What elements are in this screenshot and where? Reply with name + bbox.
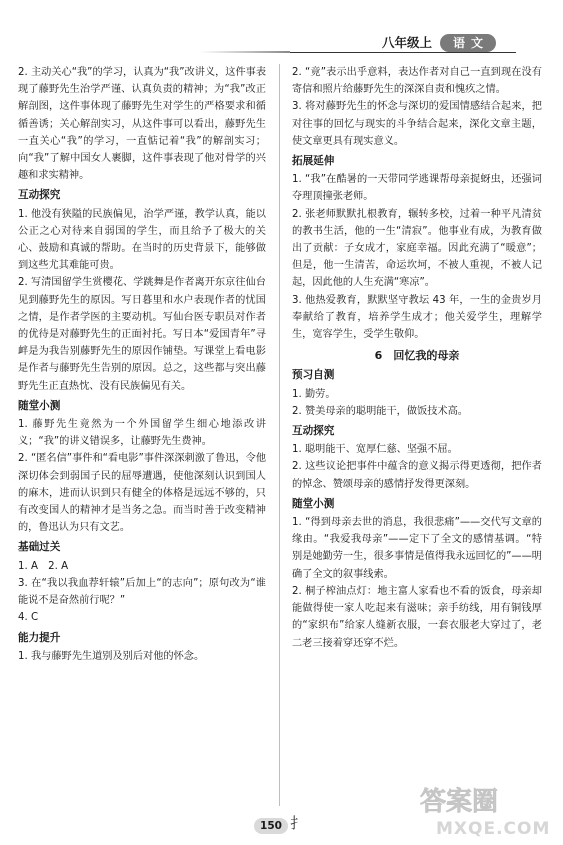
answer-paragraph: 3. 将对藤野先生的怀念与深切的爱国情感结合起来，把对往事的回忆与现实的斗争结合起来，深化文章主题，使文章更具有现实意义。 (292, 101, 542, 147)
page-number: 150 (254, 818, 288, 834)
grade-label: 八年级上 (382, 35, 433, 50)
answer-paragraph: 2. 写清国留学生赏樱花、学跳舞是作者离开东京往仙台见到藤野先生的原因。写日暮里和水户表现作者的忧国之情，是作者学医的主要动机。写仙台医专职员对作者的优待是对藤野先生的正面衬托。写日本“爱国青年”寻衅是为我告别藤野先生的原因作铺垫。写课堂上看电影是作者与藤野先生告别的原因。总之，这些都与突出藤野先生正直热忱、没有民族偏见有关。 (18, 277, 266, 392)
leaf-ornament-icon: ⺘ (290, 814, 306, 832)
section-heading: 互动探究 (292, 425, 335, 438)
section-heading: 能力提升 (18, 631, 61, 644)
svg-text:答案圈: 答案圈 (420, 787, 499, 817)
section-heading: 预习自测 (292, 369, 335, 382)
answer-paragraph: 1. “我”在酷暑的一天带同学逃课帮母亲捉蚜虫，还强词夺理顶撞张老师。 (292, 174, 542, 203)
answer-paragraph: 2. 主动关心“我”的学习，认真为“我”改讲义，这件事表现了藤野先生治学严谨、认真负责的精神；为“我”改正解剖图，这件事体现了藤野先生对学生的严格要求和循循善诱；关心解剖实习，从这件事可以看出，藤野先生一直关心“我”的学习，一直惦记着“我”的解剖实习；向“我”了解中国女人裹脚，这件事表现了他对骨学的兴趣和求实精神。 (18, 67, 267, 182)
answer-paragraph: 2. 赞美母亲的聪明能干，做饭技术高。 (292, 405, 468, 417)
answer-paragraph: 1. A 2. A (18, 560, 69, 572)
section-heading: 基础过关 (18, 541, 61, 554)
section-heading: 随堂小测 (292, 497, 335, 510)
section-heading: 互动探究 (18, 189, 61, 202)
lesson-title: 6 回忆我的母亲 (374, 349, 460, 363)
answer-paragraph: 1. 勤劳。 (292, 388, 336, 400)
section-heading: 随堂小测 (18, 399, 61, 412)
answer-paragraph: 2. 张老师默默扎根教育，辗转多校，过着一种平凡清贫的教书生活，他的一生“清寂”。他事业有成，为教育做出了贡献：子女成才，家庭幸福。因此充满了“暖意”；但是，他一生清苦，命运坎坷，不被人重视，不被人记起，因此他的人生充满“寒凉”。 (292, 208, 542, 289)
right-column (292, 64, 542, 652)
subject-badge: 语文 (440, 34, 496, 52)
left-column (18, 64, 266, 665)
section-heading: 拓展延伸 (292, 155, 335, 168)
answer-paragraph: 1. “得到母亲去世的消息，我很悲痛”——交代写文章的缘由。“我爱我母亲”——定下了全文的感情基调。“特别是她勤劳一生，很多事情是值得我永远回忆的”——明确了全文的叙事线索。 (292, 517, 542, 580)
watermark-logo (418, 780, 556, 840)
answer-paragraph: 2. “匿名信”事件和“看电影”事件深深刺激了鲁迅，令他深切体会到弱国子民的屈辱遭遇，使他深刻认识到国人的麻木，进而认识到只有健全的体格是远远不够的，只有改变国人的精神才是当务之急。而当时善于改变精神的，鲁迅认为只有文艺。 (18, 453, 267, 534)
page-header (382, 34, 512, 52)
answer-paragraph: 3. 在“我以我血荐轩辕”后加上“的志向”；原句改为“谁能说不是奋然前行呢？” (18, 577, 266, 607)
answer-paragraph: 2. “竟”表示出乎意料，表达作者对自己一直到现在没有寄信和照片给藤野先生的深深自责和愧疚之情。 (292, 67, 542, 96)
answer-paragraph: 1. 聪明能干、宽厚仁慈、坚强不屈。 (292, 444, 458, 456)
answer-paragraph: 4. C (18, 612, 39, 624)
answer-paragraph: 2. 桐子榨油点灯：地主富人家看也不看的饭食，母亲却能做得使一家人吃起来有滋味；亲手纺线，用有铜钱厚的“家织布”给家人缝新衣服，一套衣服老大穿过了，老二老三接着穿还穿不烂。 (292, 585, 542, 649)
svg-text:MXQE.COM: MXQE.COM (436, 819, 551, 839)
answer-paragraph: 3. 他热爱教育，默默坚守教坛 43 年，一生的金贵岁月奉献给了教育，培养学生成才；他关爱学生，理解学生，宽容学生，受学生敬仰。 (292, 294, 542, 341)
header-rule-fade (200, 51, 290, 53)
answer-paragraph: 1. 藤野先生竟然为一个外国留学生细心地添改讲义；“我”的讲义错误多，让藤野先生费神。 (18, 419, 266, 448)
answer-paragraph: 1. 他没有狭隘的民族偏见，治学严谨，教学认真，能以公正之心对待来自弱国的学生，而且给予了极大的关心、鼓励和真诚的帮助。在当时的历史背景下，能够做到这些尤其难能可贵。 (18, 208, 266, 272)
answer-paragraph: 1. 我与藤野先生道别及别后对他的怀念。 (18, 650, 205, 662)
column-divider (279, 64, 280, 806)
answer-paragraph: 2. 这些议论把事件中蕴含的意义揭示得更透彻，把作者的悼念、赞颂母亲的感情抒发得更深刻。 (292, 461, 542, 490)
header-rule (290, 52, 516, 53)
